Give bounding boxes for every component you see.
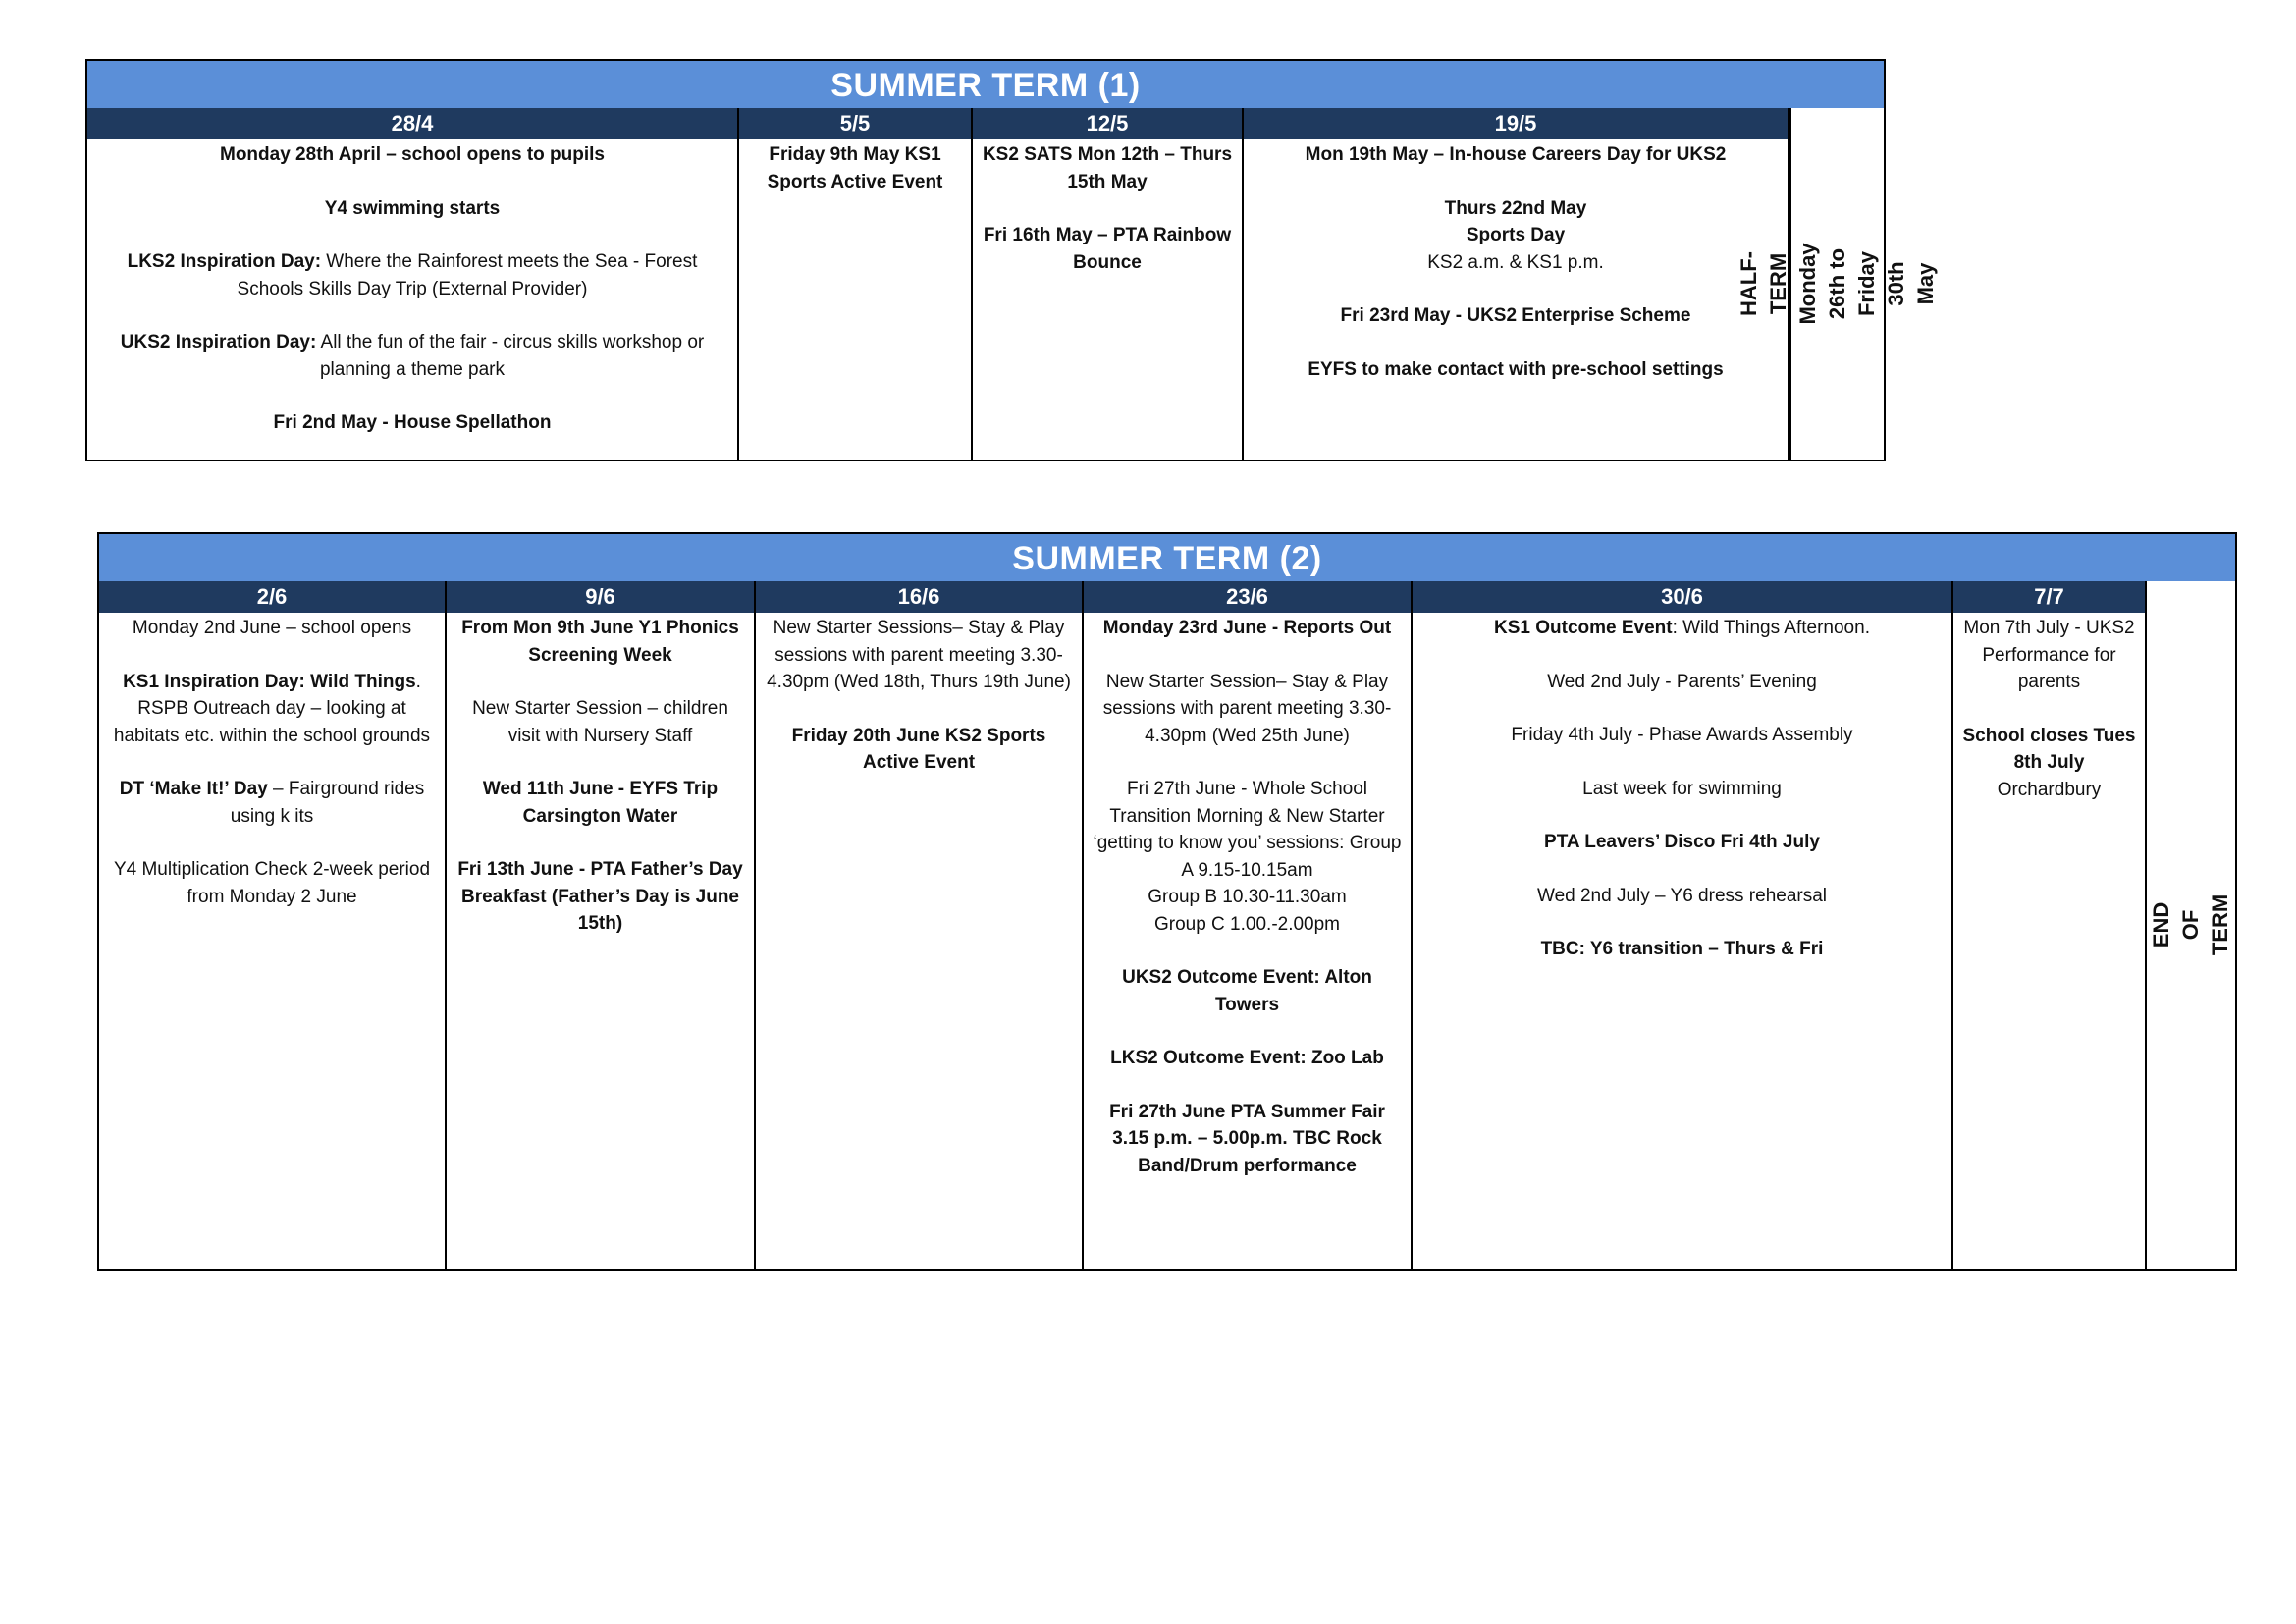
event-item: PTA Leavers’ Disco Fri 4th July [1544,832,1820,852]
event-item: Monday 2nd June – school opens [132,618,412,638]
event-item: New Starter Session– Stay & Play sessions with parent meeting 3.30-4.30pm (Wed 25th June) [1102,671,1392,746]
event-item: Mon 19th May – In-house Careers Day for UKS2 [1305,144,1727,165]
event-item: Y4 Multiplication Check 2-week period from Monday 2 June [113,859,431,907]
week-header: 30/6 [1413,581,1953,613]
event-item: Monday 23rd June - Reports Out [1102,618,1392,638]
event-item: Fri 27th June PTA Summer Fair 3.15 p.m. – 5.00p.m. TBC Rock Band/Drum performance [1109,1101,1385,1176]
week-header: 19/5 [1244,108,1789,139]
event-item: Friday 9th May KS1 Sports Active Event [767,144,943,192]
week-header: 2/6 [99,581,447,613]
event-item: Fri 23rd May - UKS2 Enterprise Scheme [1340,305,1691,326]
end-of-term-label: END OF TERM [2149,893,2232,956]
event-item: KS2 SATS Mon 12th – Thurs 15th May [982,144,1233,192]
event-item: LKS2 Inspiration Day: Where the Rainforest meets the Sea - Forest Schools Skills Day Trip (External Provider) [127,251,698,299]
week-events-cell [447,613,756,1269]
week-header: 23/6 [1084,581,1413,613]
week-header: 5/5 [739,108,973,139]
half-term-label: HALF-TERM Monday 26th to Friday 30th May [1736,243,1938,325]
week-header: 16/6 [756,581,1084,613]
week-header: 7/7 [1953,581,2147,613]
event-item: Fri 16th May – PTA Rainbow Bounce [983,225,1232,273]
week-events-cell [739,139,973,460]
summer-term-1-table [85,59,1938,461]
event-item: Y4 swimming starts [324,197,501,219]
week-events-cell [973,139,1244,460]
event-item: From Mon 9th June Y1 Phonics Screening Week [461,618,739,666]
event-item: Fri 13th June - PTA Father’s Day Breakfast (Father’s Day is June 15th) [457,859,743,934]
summer-term-2-table [97,532,2237,1271]
event-item: School closes Tues 8th July Orchardbury [1962,725,2136,800]
week-events-cell [756,613,1084,1269]
week-events-cell [1244,139,1789,460]
event-item: EYFS to make contact with pre-school settings [1308,358,1724,380]
term-title: SUMMER TERM (1) [87,61,1884,108]
week-events-cell [99,613,447,1269]
event-item: Last week for swimming [1582,778,1782,799]
event-item: Wed 2nd July – Y6 dress rehearsal [1536,885,1828,906]
event-item: Mon 7th July - UKS2 Performance for parents [1963,618,2135,692]
event-item: Wed 11th June - EYFS Trip Carsington Water [482,779,719,827]
event-item: Thurs 22nd May Sports Day KS2 a.m. & KS1 p.m. [1427,197,1604,273]
event-item: UKS2 Outcome Event: Alton Towers [1122,967,1372,1015]
week-header: 9/6 [447,581,756,613]
half-term-column [1736,108,1938,460]
event-item: KS1 Outcome Event: Wild Things Afternoon. [1494,618,1870,638]
week-header: 12/5 [973,108,1244,139]
event-item: DT ‘Make It!’ Day – Fairground rides using k its [119,779,425,827]
week-events-cell [1413,613,1953,1269]
week-events-cell [87,139,739,460]
event-item: New Starter Sessions– Stay & Play sessions with parent meeting 3.30-4.30pm (Wed 18th, Thurs 19th June) [767,618,1071,692]
event-item: LKS2 Outcome Event: Zoo Lab [1110,1048,1384,1068]
event-item: Monday 28th April – school opens to pupils [220,144,605,165]
event-item: Friday 4th July - Phase Awards Assembly [1511,725,1853,745]
event-item: Fri 2nd May - House Spellathon [273,412,552,433]
event-item: Wed 2nd July - Parents’ Evening [1547,671,1817,692]
end-of-term-column [2147,581,2235,1269]
event-item: KS1 Inspiration Day: Wild Things. RSPB Outreach day – looking at habitats etc. within the school grounds [113,671,431,746]
event-item: New Starter Session – children visit with Nursery Staff [472,698,728,746]
event-item: Friday 20th June KS2 Sports Active Event [791,725,1046,773]
week-events-cell [1084,613,1413,1269]
term-title: SUMMER TERM (2) [99,534,2235,581]
week-header: 28/4 [87,108,739,139]
event-item: Fri 27th June - Whole School Transition Morning & New Starter ‘getting to know you’ sessions: Group A 9.15-10.15am Group B 10.30-11.30am Group C 1.00.-2.00pm [1093,779,1402,935]
event-item: UKS2 Inspiration Day: All the fun of the fair - circus skills workshop or planning a theme park [120,332,705,380]
event-item: TBC: Y6 transition – Thurs & Fri [1540,939,1824,959]
week-events-cell [1953,613,2147,1269]
